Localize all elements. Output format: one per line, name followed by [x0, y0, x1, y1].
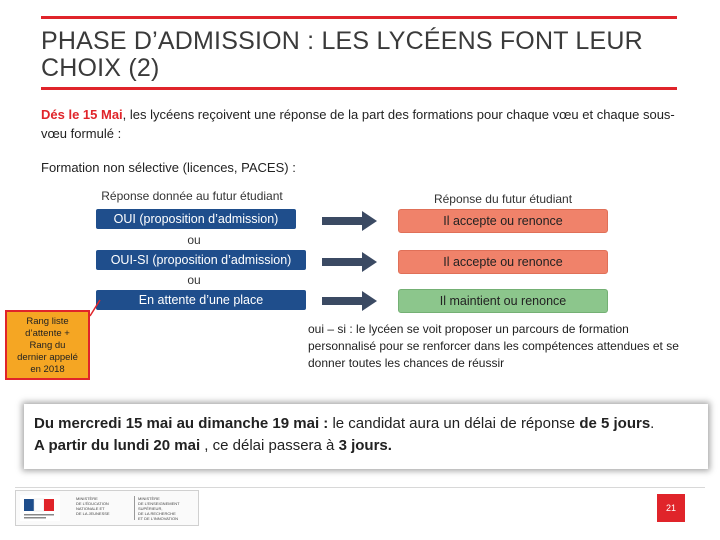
- ministry-line: ET DE L’INNOVATION: [138, 516, 179, 521]
- separator-ou-1: ou: [187, 233, 201, 247]
- logo-divider: [134, 496, 135, 520]
- arrow-right-icon: [322, 251, 378, 273]
- waiting-rank-note: [5, 310, 90, 380]
- deadline-days-5: de 5 jours: [579, 415, 651, 432]
- page-title: [41, 28, 681, 82]
- intro-date-highlight: Dés le 15 Mai: [41, 107, 123, 122]
- marianne-logo-icon: [20, 495, 60, 521]
- reply-waiting-box: Il maintient ou renonce: [398, 289, 608, 313]
- offer-oui-si-box: OUI-SI (proposition d’admission): [96, 250, 306, 270]
- rang-line: dernier appelé: [17, 352, 78, 363]
- ministry-line: DE LA RECHERCHE: [138, 511, 176, 516]
- ministry-logos: [15, 490, 199, 526]
- deadline-text: le candidat aura un délai de réponse: [328, 415, 580, 432]
- ministry-line: MINISTÈRE: [76, 496, 98, 501]
- deadline-text: .: [650, 415, 655, 432]
- ministry-line: DE L’ÉDUCATION: [76, 501, 109, 506]
- right-column-header: Réponse du futur étudiant: [433, 192, 573, 206]
- deadline-period-1: Du mercredi 15 mai au dimanche 19 mai :: [34, 415, 329, 432]
- rang-line: Rang du: [29, 340, 66, 351]
- rang-connector-line: [88, 296, 102, 320]
- title-top-rule: [41, 16, 677, 19]
- footer-divider: [15, 487, 705, 488]
- arrow-right-icon: [322, 290, 378, 312]
- ministry-higher-ed-label: [138, 496, 196, 521]
- intro-paragraph: [41, 105, 691, 143]
- page-number: 21: [657, 494, 685, 522]
- ministry-line: DE L’ENSEIGNEMENT SUPÉRIEUR,: [138, 501, 180, 511]
- reply-oui-box: Il accepte ou renonce: [398, 209, 608, 233]
- separator-ou-2: ou: [187, 273, 201, 287]
- rang-line: d’attente +: [25, 328, 70, 339]
- ministry-education-label: [76, 496, 136, 516]
- intro-text: , les lycéens reçoivent une réponse de la part des formations pour chaque vœu et chaque sous-vœu formulé :: [41, 107, 675, 141]
- deadline-text: , ce délai passera à: [200, 437, 339, 454]
- arrow-right-icon: [322, 210, 378, 232]
- page-title-line2: CHOIX (2): [41, 54, 160, 82]
- ministry-line: MINISTÈRE: [138, 496, 160, 501]
- left-column-header: Réponse donnée au futur étudiant: [101, 189, 283, 203]
- formation-type-heading: Formation non sélective (licences, PACES) :: [41, 160, 296, 175]
- oui-si-explanation: oui – si : le lycéen se voit proposer un parcours de formation personnalisé pour se renforcer dans les compétences attendues et se donner toutes les chances de réussir: [308, 322, 679, 370]
- reply-oui-si-box: Il accepte ou renonce: [398, 250, 608, 274]
- ministry-line: DE LA JEUNESSE: [76, 511, 110, 516]
- offer-oui-box: OUI (proposition d’admission): [96, 209, 296, 229]
- offer-waiting-box: En attente d’une place: [96, 290, 306, 310]
- deadline-days-3: 3 jours.: [338, 437, 392, 454]
- rang-line: Rang liste: [26, 316, 69, 327]
- ministry-line: NATIONALE ET: [76, 506, 105, 511]
- deadline-period-2: A partir du lundi 20 mai: [34, 437, 201, 454]
- deadline-box: [24, 404, 708, 469]
- rang-line: en 2018: [30, 364, 65, 375]
- page-title-line1: PHASE D’ADMISSION : LES LYCÉENS FONT LEUR: [41, 27, 643, 55]
- title-bottom-rule: [41, 87, 677, 90]
